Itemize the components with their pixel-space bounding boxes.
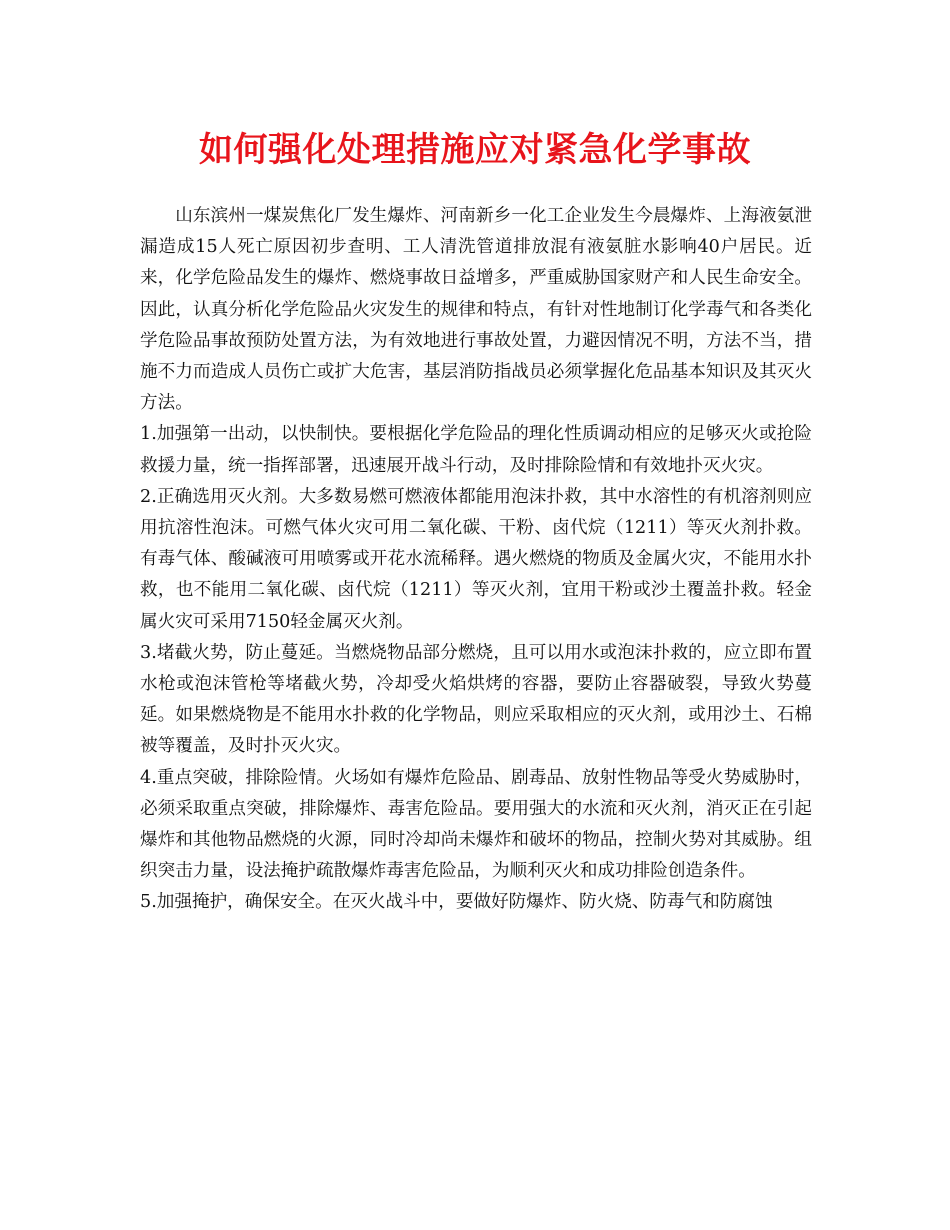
section-1-paragraph: 1.加强第一出动，以快制快。要根据化学危险品的理化性质调动相应的足够灭火或抢险救援力量，统一指挥部署，迅速展开战斗行动，及时排除险情和有效地扑灭火灾。	[140, 424, 812, 476]
document-body	[140, 201, 812, 919]
section-2-paragraph: 2.正确选用灭火剂。大多数易燃可燃液体都能用泡沫扑救，其中水溶性的有机溶剂则应用抗溶性泡沫。可燃气体火灾可用二氧化碳、干粉、卤代烷（1211）等灭火剂扑救。有毒气体、酸碱液可用喷雾或开花水流稀释。遇火燃烧的物质及金属火灾，不能用水扑救，也不能用二氧化碳、卤代烷（1211）等灭火剂，宜用干粉或沙土覆盖扑救。轻金属火灾可采用7150轻金属灭火剂。	[140, 486, 812, 632]
section-5-paragraph: 5.加强掩护，确保安全。在灭火战斗中，要做好防爆炸、防火烧、防毒气和防腐蚀	[140, 892, 773, 913]
section-3-paragraph: 3.堵截火势，防止蔓延。当燃烧物品部分燃烧，且可以用水或泡沫扑救的，应立即布置水枪或泡沫管枪等堵截火势，冷却受火焰烘烤的容器，要防止容器破裂，导致火势蔓延。如果燃烧物是不能用水扑救的化学物品，则应采取相应的灭火剂，或用沙土、石棉被等覆盖，及时扑灭火灾。	[140, 642, 812, 757]
document-title: 如何强化处理措施应对紧急化学事故	[199, 130, 751, 170]
section-4-paragraph: 4.重点突破，排除险情。火场如有爆炸危险品、剧毒品、放射性物品等受火势威胁时，必须采取重点突破，排除爆炸、毒害危险品。要用强大的水流和灭火剂，消灭正在引起爆炸和其他物品燃烧的火源，同时冷却尚未爆炸和破坏的物品，控制火势对其威胁。组织突击力量，设法掩护疏散爆炸毒害危险品，为顺利灭火和成功排险创造条件。	[140, 767, 812, 882]
intro-paragraph: 山东滨州一煤炭焦化厂发生爆炸、河南新乡一化工企业发生今晨爆炸、上海液氨泄漏造成15人死亡原因初步查明、工人清洗管道排放混有液氨脏水影响40户居民。近来，化学危险品发生的爆炸、燃烧事故日益增多，严重威胁国家财产和人民生命安全。因此，认真分析化学危险品火灾发生的规律和特点，有针对性地制订化学毒气和各类化学危险品事故预防处置方法，为有效地进行事故处置，力避因情况不明，方法不当，措施不力而造成人员伤亡或扩大危害，基层消防指战员必须掌握化危品基本知识及其灭火方法。	[140, 206, 812, 414]
